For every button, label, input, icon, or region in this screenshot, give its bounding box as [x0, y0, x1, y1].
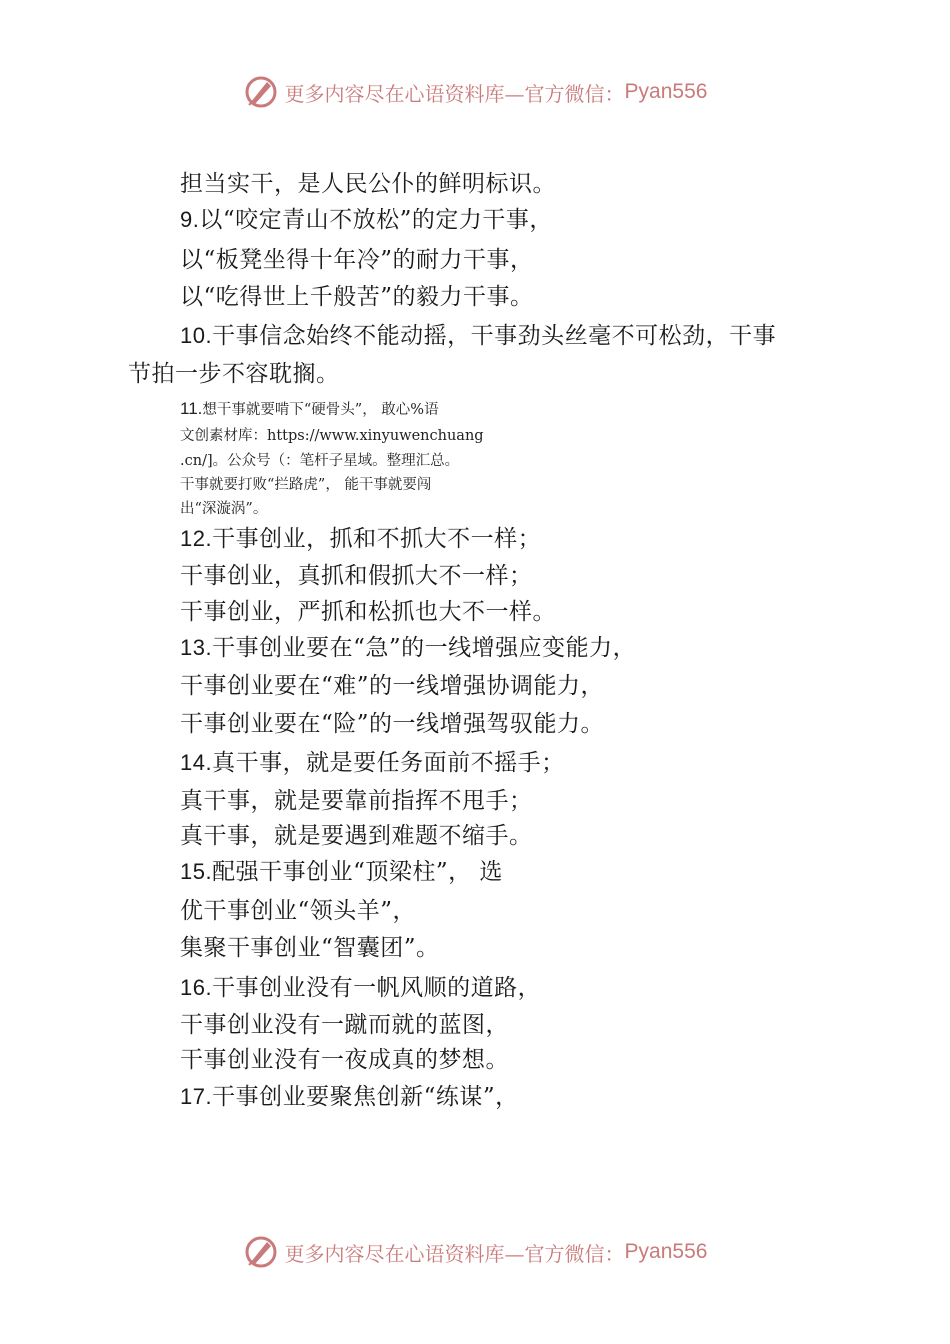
- text-line: 9.以“咬定青山不放松”的定力干事，: [180, 207, 553, 233]
- text-line: 节拍一步不容耽搁。: [128, 361, 340, 387]
- text-line: 14.真干事，就是要任务面前不摇手；: [180, 750, 565, 776]
- text-line: 15.配强干事创业“顶梁柱”， 选: [180, 859, 503, 885]
- small-text-line: 出“深漩涡”。: [180, 501, 268, 517]
- text-line: 干事创业要在“险”的一线增强驾驭能力。: [180, 711, 605, 737]
- text-line: 干事创业要在“难”的一线增强协调能力，: [180, 673, 605, 699]
- text-line: 干事创业没有一夜成真的梦想。: [180, 1047, 509, 1073]
- text-line: 干事创业，严抓和松抓也大不一样。: [180, 599, 556, 625]
- pen-logo-icon: [243, 1234, 279, 1270]
- footer-banner-id: Pyan556: [624, 1240, 708, 1263]
- text-line: 12.干事创业，抓和不抓大不一样；: [180, 526, 542, 552]
- header-banner-id: Pyan556: [624, 80, 708, 103]
- small-text-line: 干事就要打败“拦路虎”， 能干事就要闯: [180, 477, 432, 493]
- text-line: 17.干事创业要聚焦创新“练谋”，: [180, 1084, 519, 1110]
- small-text-line: .cn/]。公众号（：笔杆子星域。整理汇总。: [180, 453, 460, 469]
- text-line: 13.干事创业要在“急”的一线增强应变能力，: [180, 635, 637, 661]
- footer-banner: [0, 1230, 950, 1274]
- text-line: 优干事创业“领头羊”，: [180, 898, 417, 924]
- text-line: 16.干事创业没有一帆风顺的道路，: [180, 975, 542, 1001]
- text-line: 以“板凳坐得十年冷”的耐力干事，: [180, 247, 534, 273]
- text-line: 以“吃得世上千般苦”的毅力干事。: [180, 284, 534, 310]
- text-line: 真干事，就是要靠前指挥不甩手；: [180, 788, 533, 814]
- header-banner-text: 更多内容尽在心语资料库—官方微信：: [284, 81, 625, 106]
- footer-banner-text: 更多内容尽在心语资料库—官方微信：: [284, 1241, 625, 1266]
- small-text-line: 11.想干事就要啃下“硬骨头”， 敢心%语: [180, 399, 439, 418]
- text-line: 真干事，就是要遇到难题不缩手。: [180, 823, 533, 849]
- text-line: 10.干事信念始终不能动摇，干事劲头丝毫不可松劲，干事: [180, 323, 777, 349]
- small-text-line: 文创素材库：https://www.xinyuwenchuang: [180, 428, 484, 444]
- pen-logo-icon: [243, 74, 279, 110]
- text-line: 担当实干，是人民公仆的鲜明标识。: [180, 171, 556, 197]
- header-banner: [0, 70, 950, 114]
- text-line: 干事创业没有一蹴而就的蓝图，: [180, 1012, 509, 1038]
- text-line: 干事创业，真抓和假抓大不一样；: [180, 563, 533, 589]
- text-line: 集聚干事创业“智囊团”。: [180, 935, 440, 961]
